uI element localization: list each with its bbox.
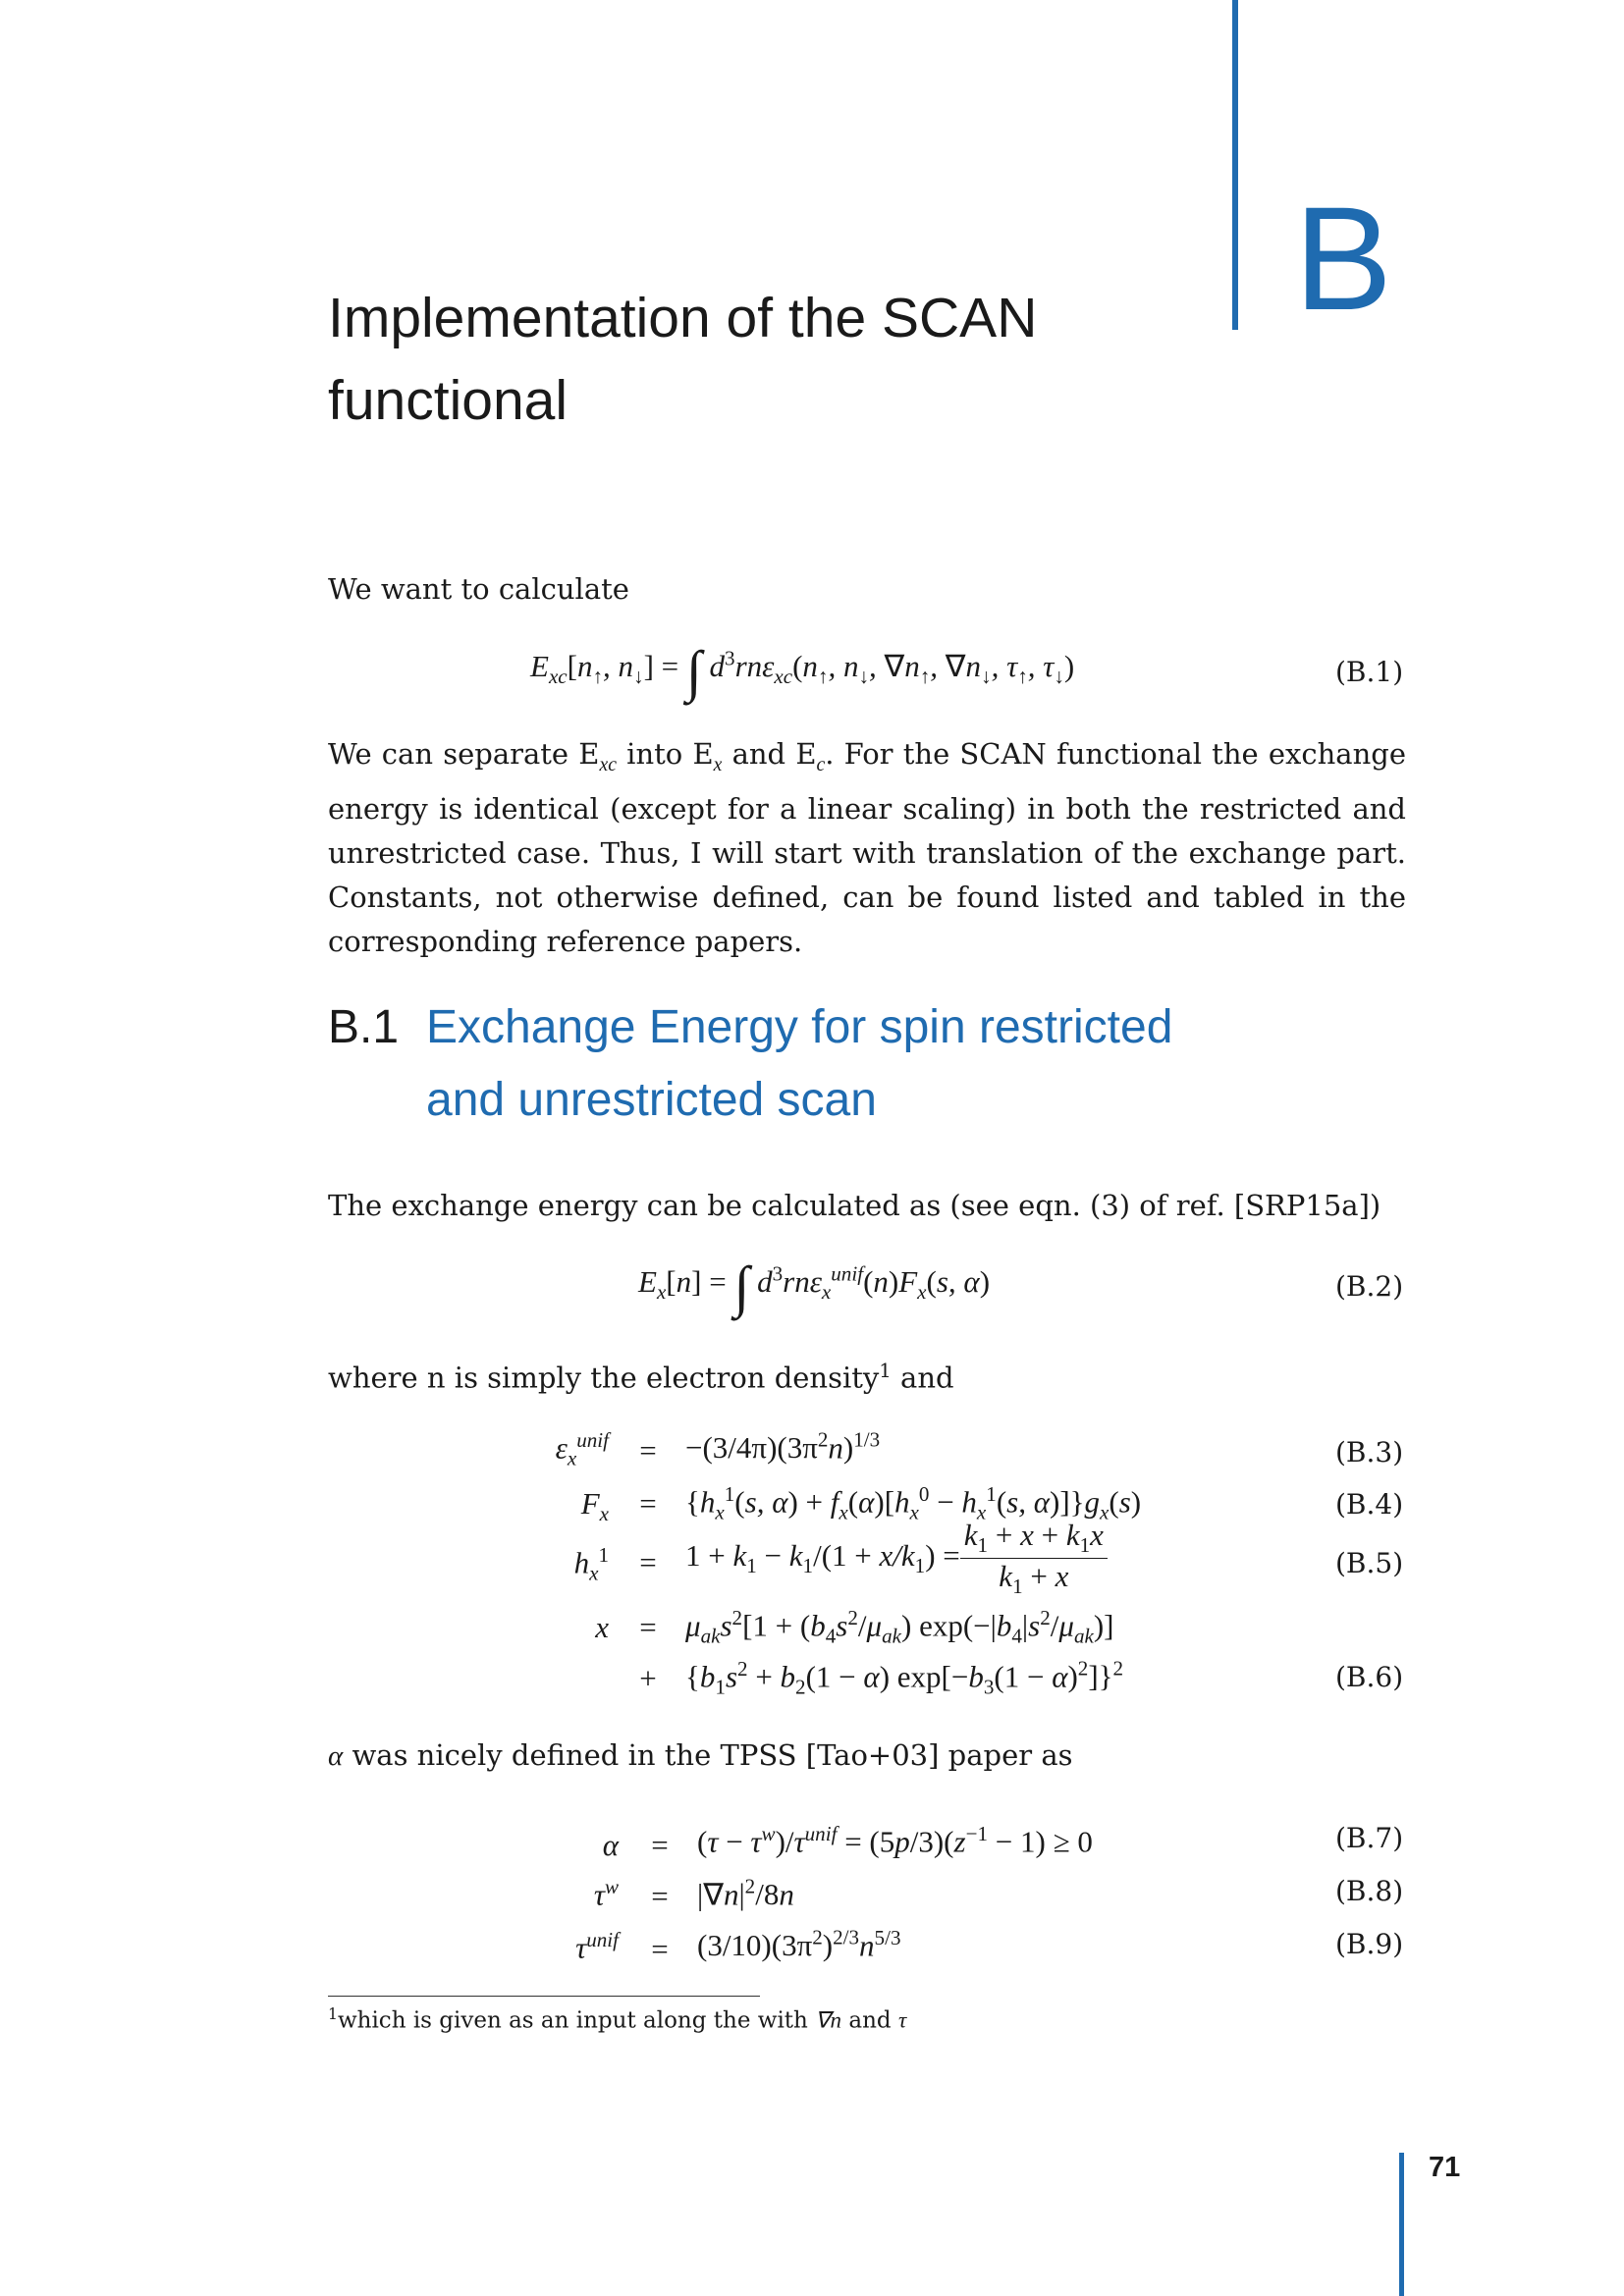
footnote: $^1$which is given as an input along the with ∇n and τ <box>328 2004 907 2034</box>
equation-number: (B.7) <box>1335 1822 1404 1854</box>
equation-b2: $E_x[n]$ = ∫ $d^3rn\varepsilon_x^{unif}(n)F_x(s$, α) <box>638 1255 991 1318</box>
density-text: where n is simply the electron density$^1$ and <box>328 1360 954 1395</box>
equation-number: (B.4) <box>1335 1488 1404 1521</box>
equation-number: (B.3) <box>1335 1436 1404 1468</box>
section-title: Exchange Energy for spin restricted and unrestricted scan <box>426 1001 1173 1126</box>
equation-number: (B.6) <box>1335 1661 1404 1693</box>
intro-lead: We want to calculate <box>328 572 629 606</box>
equation-number: (B.8) <box>1335 1875 1404 1907</box>
equation-number: (B.2) <box>1335 1270 1404 1303</box>
footnote-rule <box>328 1996 760 1997</box>
chapter-letter: B <box>1294 176 1393 341</box>
equation-number: (B.9) <box>1335 1928 1404 1960</box>
page-number-rule <box>1399 2153 1404 2296</box>
equation-array-2: α = $(\tau - \tau^w)/\tau^{unif} = (5p/3)(z^{-1} - 1) \ge 0$ $\tau^w$ = $|\nabla n|^2/8n$ $\tau^{unif}$ = $(3/10)(3\pi^2)^{2/3}n^{5/3}$ <box>575 1822 1093 1966</box>
page-number: 71 <box>1429 2152 1461 2183</box>
intro-paragraph: We can separate $E_{xc}$ into $E_x$ and $E_c$. For the SCAN functional the exchange energy is identical (except for a linear scaling) in both the restricted and unrestricted case. Thus, I will start with translation of the exchange part. Constants, not otherwise defined, can be found listed and tabled in the corresponding reference papers. <box>328 737 1407 958</box>
equation-array-1: $\varepsilon_x^{unif}$ = $-(3/4\pi)(3\pi^2n)^{1/3}$ $F_x$ = {$h_x^1(s$, $\alpha) + f_x(\alpha)[h_x^0 - h_x^1(s$, $\alpha)]\}g_x(s)$ $h_x^1$ = $1 + k_1 - k_1/(1 + x/k_1)$ = $\frac{k_1 + x + k_1x}{k_1 + x}$ x = $\mu_{ak}s^2[1 + (b_4s^2/\mu_{ak})$ $\exp(-|b_4|s^2/\mu_{ak})$] + $\{b_1s^2 + b_2(1 - \alpha) \exp[-b_3(1 - \alpha)^2]\}^2$ <box>555 1428 1142 1699</box>
section-number: B.1 <box>328 1001 400 1053</box>
footnote-marker: 1 <box>879 1360 892 1382</box>
exchange-lead: The exchange energy can be calculated as (see eqn. (3) of ref. [SRP15a]) <box>328 1189 1381 1222</box>
equation-number: (B.5) <box>1335 1547 1404 1579</box>
chapter-title: Implementation of the SCAN functional <box>328 287 1038 432</box>
alpha-definition-text: α was nicely defined in the TPSS [Tao+03] paper as <box>328 1738 1073 1772</box>
equation-number: (B.1) <box>1335 656 1404 688</box>
chapter-rule <box>1232 0 1238 330</box>
equation-b1: $E_{xc}[n_↑$, $n_↓$] = ∫ $d^3rn\varepsilon_{xc}(n_↑$, $n_↓$, $\nabla n_↑$, $\nabla n_↓$, $\tau_↑$, $\tau_↓$) <box>530 639 1075 703</box>
